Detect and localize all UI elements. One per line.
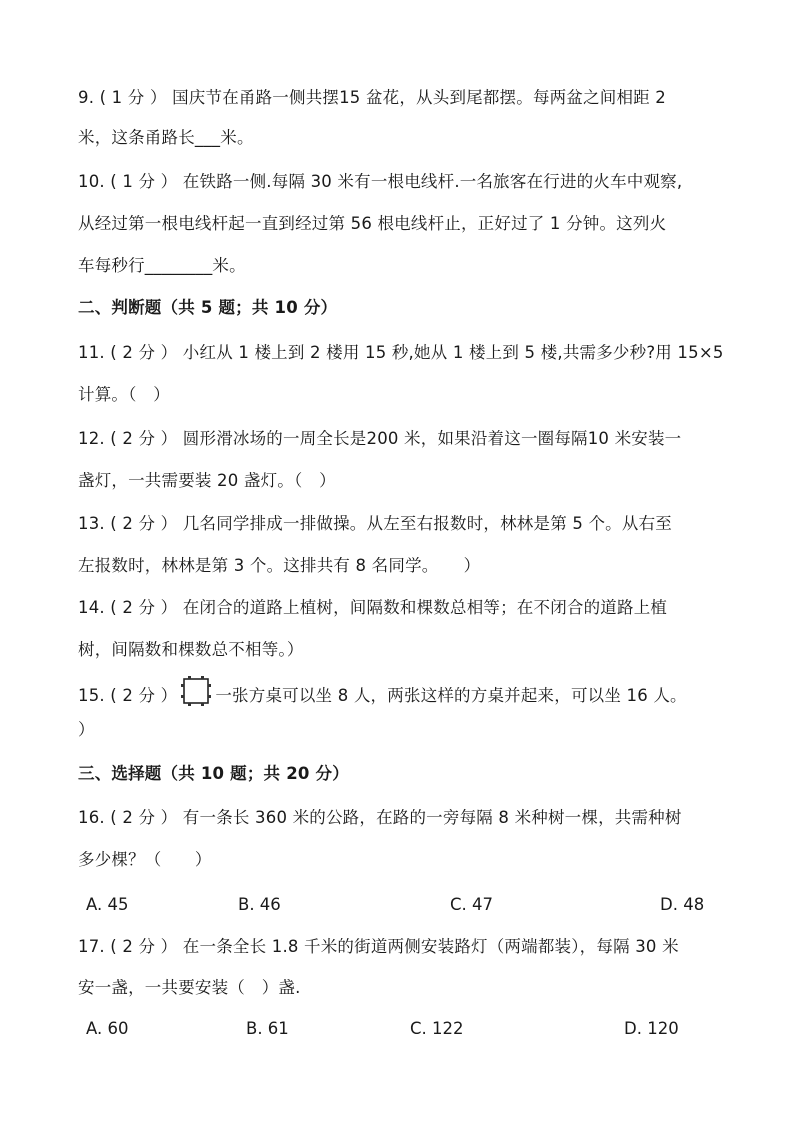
option-q17-c[interactable]: C. 122: [410, 1019, 464, 1038]
line-q12-l1: 12. ( 2 分 ） 圆形滑冰场的一周全长是200 米，如果沿着这一圈每隔10 米安装一: [78, 429, 682, 448]
option-q17-b[interactable]: B. 61: [246, 1019, 289, 1038]
line-q12-l2: 盏灯，一共需要装 20 盏灯。（ ）: [78, 471, 336, 490]
line-q16-l2: 多少棵？（ ）: [78, 850, 212, 869]
q15-suffix: 一张方桌可以坐 8 人，两张这样的方桌并起来，可以坐 16 人。: [215, 686, 687, 705]
line-q17-l1: 17. ( 2 分 ） 在一条全长 1.8 千米的街道两侧安装路灯（两端都装），每隔 30 米: [78, 937, 679, 956]
line-q15-l1: [78, 678, 687, 715]
line-q15-l2: ）: [78, 720, 95, 739]
line-q14-l2: 树，间隔数和棵数总不相等。）: [78, 640, 304, 659]
option-q16-d[interactable]: D. 48: [660, 895, 705, 914]
section-heading-choice: 三、选择题（共 10 题；共 20 分）: [78, 764, 349, 783]
line-q14-l1: 14. ( 2 分 ） 在闭合的道路上植树，间隔数和棵数总相等；在不闭合的道路上植: [78, 598, 668, 617]
option-q16-b[interactable]: B. 46: [238, 895, 281, 914]
line-q11-l2: 计算。（ ）: [78, 385, 170, 404]
line-q13-l2: 左报数时，林林是第 3 个。这排共有 8 名同学。 ）: [78, 556, 481, 575]
line-q10-l1: 10. ( 1 分 ） 在铁路一侧.每隔 30 米有一根电线杆.一名旅客在行进的火车中观察,: [78, 172, 683, 191]
section-heading-judgement: 二、判断题（共 5 题；共 10 分）: [78, 298, 338, 317]
option-q16-c[interactable]: C. 47: [450, 895, 494, 914]
q15-prefix: 15. ( 2 分 ）: [78, 686, 178, 705]
line-q11-l1: 11. ( 2 分 ） 小红从 1 楼上到 2 楼用 15 秒,她从 1 楼上到 5 楼,共需多少秒?用 15×5: [78, 343, 724, 362]
line-q9-l1: 9. ( 1 分 ） 国庆节在甬路一侧共摆15 盆花，从头到尾都摆。每两盆之间相距 2: [78, 88, 666, 107]
option-q16-a[interactable]: A. 45: [86, 895, 129, 914]
line-q17-l2: 安一盏，一共要安装（ ）盏.: [78, 978, 301, 997]
line-q10-l3: 车每秒行________米。: [78, 256, 246, 275]
option-q17-a[interactable]: A. 60: [86, 1019, 129, 1038]
line-q9-l2: 米，这条甬路长___米。: [78, 128, 254, 147]
option-q17-d[interactable]: D. 120: [624, 1019, 679, 1038]
line-q13-l1: 13. ( 2 分 ） 几名同学排成一排做操。从左至右报数时，林林是第 5 个。从右至: [78, 514, 672, 533]
line-q10-l2: 从经过第一根电线杆起一直到经过第 56 根电线杆止，正好过了 1 分钟。这列火: [78, 214, 667, 233]
line-q16-l1: 16. ( 2 分 ） 有一条长 360 米的公路，在路的一旁每隔 8 米种树一棵，共需种树: [78, 808, 682, 827]
square-table-icon: [179, 674, 213, 715]
